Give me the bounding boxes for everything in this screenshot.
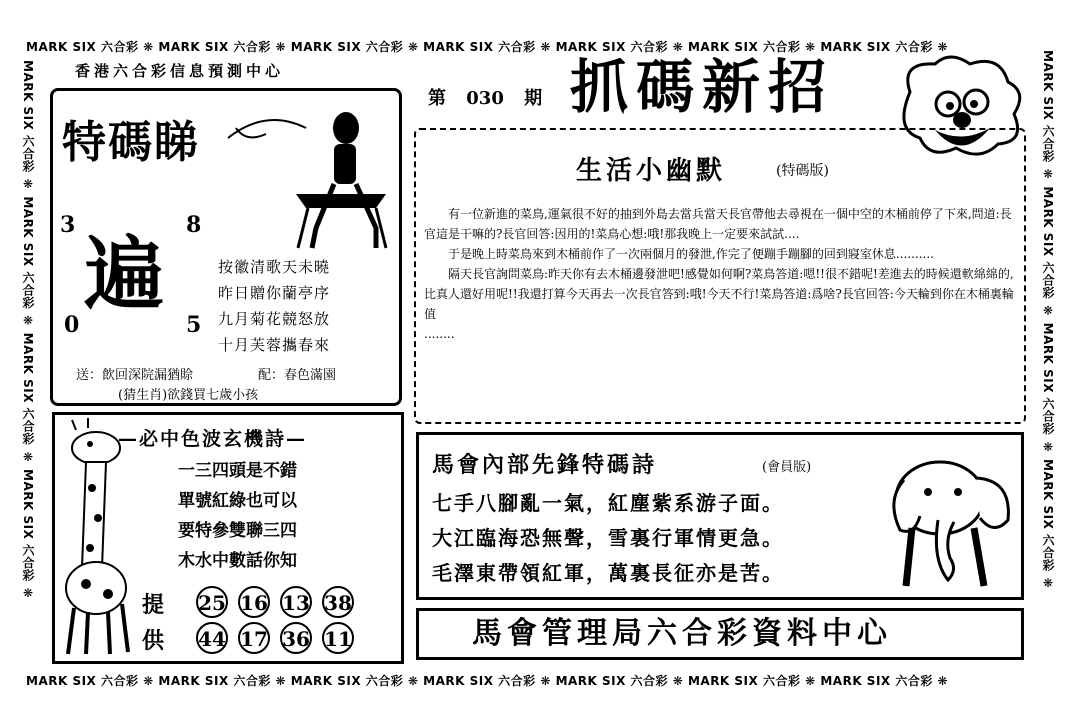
number-ball: 38	[322, 586, 354, 618]
number-row-1	[196, 586, 364, 618]
vanguard-line: 毛澤東帶領紅軍，萬裏長征亦是苦。	[432, 561, 784, 585]
color-poem-title: —必中色波玄機詩—	[118, 428, 308, 450]
woman-illustration	[226, 98, 396, 258]
elephant-illustration	[884, 440, 1018, 590]
number-ball: 11	[322, 622, 354, 654]
issue-suffix: 期	[524, 88, 543, 109]
footer-banner: 馬會管理局六合彩資料中心	[472, 616, 892, 651]
humor-story	[424, 204, 1014, 344]
story-paragraph: 于是晚上時菜鳥來到木桶前作了一次兩個月的發泄,作完了便蹦手蹦腳的回到寢室休息..........	[448, 247, 934, 261]
tema-title: 特碼睇	[62, 117, 200, 168]
color-poem-line: 木水中數話你知	[178, 551, 297, 571]
vanguard-line: 大江臨海恐無聲，雪裏行軍情更急。	[432, 526, 784, 550]
vanguard-subtitle: (會員版)	[762, 460, 812, 475]
num-top-left: 3	[60, 212, 76, 238]
number-ball: 13	[280, 586, 312, 618]
border-bottom-text: MARK SIX 六合彩 ❋ MARK SIX 六合彩 ❋ MARK SIX 六合彩 ❋ MARK SIX 六合彩 ❋ MARK SIX 六合彩 ❋ MARK SIX 六合彩 ❋ MARK SIX 六合彩 ❋	[26, 674, 949, 688]
color-poem-line: 一三四頭是不錯	[178, 461, 297, 481]
number-ball: 25	[196, 586, 228, 618]
num-bottom-left: 0	[64, 312, 80, 338]
issue-number: 030	[466, 88, 504, 109]
tema-poem-line: 十月芙蓉攜春來	[218, 336, 331, 354]
story-paragraph: 有一位新進的菜鳥,運氣很不好的抽到外島去當兵當天長官帶他去尋視在一個中空的木桶前停了下來,問道:長官這是干嘛的?長官回答:因用的!菜鳥心想:哦!那我晚上一定要來試試....	[424, 207, 1012, 241]
big-character: 遍	[84, 227, 164, 321]
vanguard-title: 馬會內部先鋒特碼詩	[432, 452, 658, 478]
vanguard-lines	[432, 486, 784, 591]
color-poem-line: 要特參雙聯三四	[178, 521, 297, 541]
label-gong: 供	[142, 628, 165, 654]
color-poem-lines	[178, 456, 297, 576]
giraffe-illustration	[56, 418, 140, 658]
story-paragraph: ........	[424, 327, 455, 341]
tema-poem-line: 九月菊花競怒放	[218, 310, 331, 328]
story-paragraph: 隔天長官詢問菜鳥:昨天你有去木桶邊發泄吧!感覺如何啊?菜鳥答道:嗯!!很不錯呢!差進去的時候還軟綿綿的,比真人還好用呢!!我還打算今天再去一次長官答到:哦!今天不行!菜鳥答道:爲啥?長官回答:今天輪到你在木桶裏輪值	[424, 267, 1014, 321]
num-bottom-right: 5	[186, 312, 202, 338]
number-ball: 16	[238, 586, 270, 618]
tema-poem-line: 按徽清歌天未曉	[218, 258, 331, 276]
number-row-2	[196, 622, 364, 654]
issue-prefix: 第	[428, 88, 446, 109]
guess-line: (猜生肖)欲錢買七歲小孩	[118, 388, 259, 403]
vanguard-line: 七手八腳亂一氣，紅塵紫系游子面。	[432, 491, 784, 515]
number-ball: 44	[196, 622, 228, 654]
issue-label	[428, 84, 542, 110]
border-top-text: MARK SIX 六合彩 ❋ MARK SIX 六合彩 ❋ MARK SIX 六合彩 ❋ MARK SIX 六合彩 ❋ MARK SIX 六合彩 ❋ MARK SIX 六合彩 ❋ MARK SIX 六合彩 ❋	[26, 40, 949, 54]
number-ball: 36	[280, 622, 312, 654]
match-label: 配：春色滿園	[258, 368, 337, 383]
color-poem-line: 單號紅綠也可以	[178, 491, 297, 511]
humor-title: 生活小幽默	[576, 156, 727, 186]
label-ti: 提	[142, 592, 165, 618]
tema-poem-line: 昨日贈你蘭亭序	[218, 284, 331, 302]
send-label: 送：飲回深院漏猶賒	[76, 368, 194, 383]
humor-subtitle: (特碼版)	[776, 163, 829, 179]
border-right-text: MARK SIX 六合彩 ❋ MARK SIX 六合彩 ❋ MARK SIX 六合彩 ❋ MARK SIX 六合彩 ❋	[1041, 50, 1055, 591]
number-ball: 17	[238, 622, 270, 654]
tema-poem	[218, 254, 330, 358]
center-name: 香港六合彩信息預測中心	[75, 62, 285, 80]
border-left-text: MARK SIX 六合彩 ❋ MARK SIX 六合彩 ❋ MARK SIX 六合彩 ❋ MARK SIX 六合彩 ❋	[21, 60, 35, 601]
main-title: 抓碼新招	[570, 53, 835, 121]
num-top-right: 8	[186, 212, 202, 238]
